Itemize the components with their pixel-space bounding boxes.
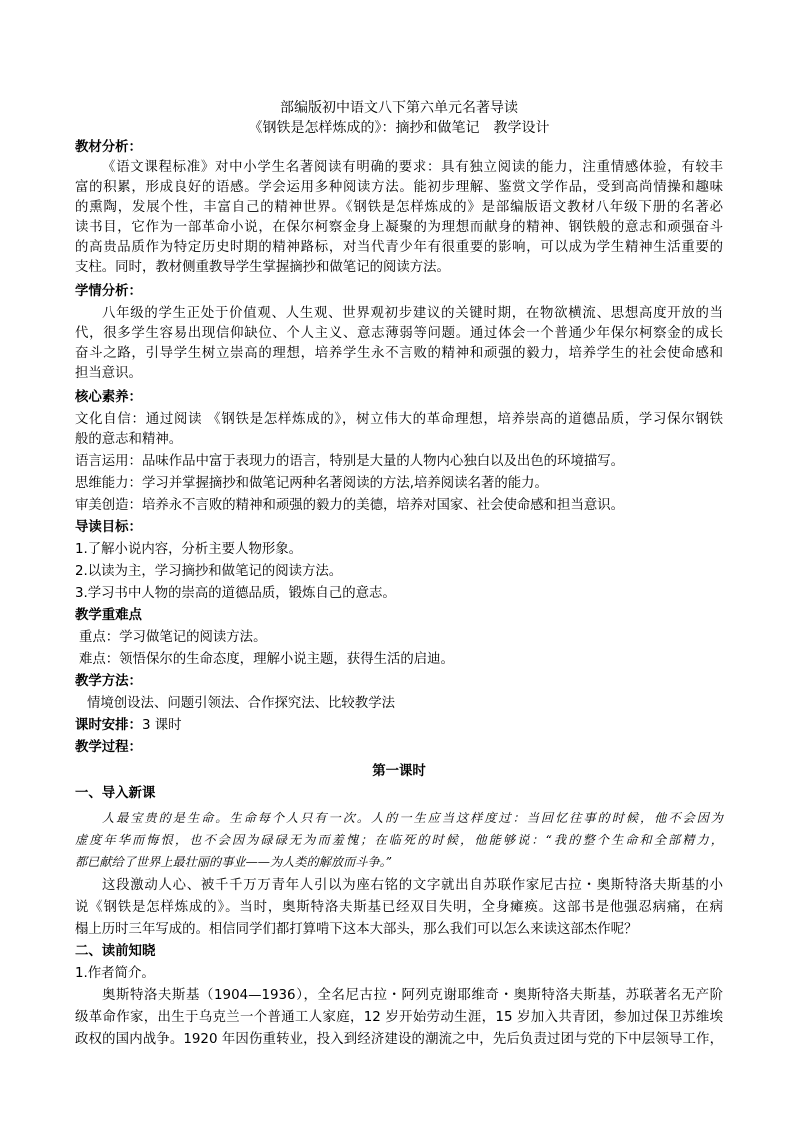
paragraph-line: 《语文课程标准》对中小学生名著阅读有明确的要求：具有独立阅读的能力，注重情感体验，有较丰 xyxy=(102,160,723,175)
paragraph-line: 情境创设法、问题引领法、合作探究法、比较教学法 xyxy=(87,696,395,711)
paragraph-line: 的高贵品质作为特定历史时期的精神路标，对当代青少年有很重要的影响，可以成为学生精神生活重要的 xyxy=(75,240,723,255)
lesson-section-heading: 二、读前知晓 xyxy=(75,944,156,959)
class-hours-value: 3 课时 xyxy=(141,718,182,733)
paragraph-line: 这段激动人心、被千千万万青年人引以为座右铭的文字就出自苏联作家尼古拉・奥斯特洛夫斯基的小 xyxy=(102,878,723,893)
paragraph-line: 担当意识。 xyxy=(75,366,142,381)
paragraph-line: 代，很多学生容易出现信仰缺位、个人主义、意志薄弱等问题。通过体会一个普通少年保尔柯察金的成长 xyxy=(75,326,723,341)
paragraph-line: 奋斗之路，引导学生树立崇高的理想，培养学生永不言败的精神和顽强的毅力，培养学生的社会使命感和 xyxy=(75,346,723,361)
quote-line: 虚度年华而悔恨，也不会因为碌碌无为而羞愧；在临死的时候，他能够说：“我的整个生命和全部精力， xyxy=(75,833,723,847)
section-heading-keypoints: 教学重难点 xyxy=(75,608,142,623)
lesson-section-heading: 一、导入新课 xyxy=(75,786,156,801)
section-heading-methods: 教学方法： xyxy=(75,674,142,689)
paragraph-line: 八年级的学生正处于价值观、人生观、世界观初步建议的关键时期，在物欲横流、思想高度开放的当 xyxy=(102,306,723,321)
paragraph-line: 审美创造：培养永不言败的精神和顽强的毅力的美德，培养对国家、社会使命感和担当意识。 xyxy=(75,498,625,513)
document-subtitle: 《钢铁是怎样炼成的》：摘抄和做笔记 教学设计 xyxy=(248,120,550,136)
paragraph-line: 难点：领悟保尔的生命态度，理解小说主题，获得生活的启迪。 xyxy=(79,652,454,667)
section-heading-students: 学情分析： xyxy=(75,284,142,299)
paragraph-line: 语言运用：品味作品中富于表现力的语言，特别是大量的人物内心独白以及出色的环境描写。 xyxy=(75,454,625,469)
paragraph-line: 般的意志和精神。 xyxy=(75,432,183,447)
list-item: 3.学习书中人物的崇高的道德品质，锻炼自己的意志。 xyxy=(75,586,396,601)
paragraph-line: 读书目，它作为一部革命小说，在保尔柯察金身上凝聚的为理想而献身的精神、钢铁般的意志和顽强奋斗 xyxy=(75,220,723,235)
document-title: 部编版初中语文八下第六单元名著导读 xyxy=(280,100,518,116)
paragraph-line: 文化自信：通过阅读 《钢铁是怎样炼成的》，树立伟大的革命理想，培养崇高的道德品质，学习保尔钢铁 xyxy=(75,412,723,427)
subsection-heading: 1.作者简介。 xyxy=(75,966,155,981)
paragraph-line: 思维能力：学习并掌握摘抄和做笔记两种名著阅读的方法,培养阅读名著的能力。 xyxy=(75,476,548,491)
section-heading-goals: 导读目标： xyxy=(75,520,142,535)
paragraph-line: 的熏陶，发展个性，丰富自己的精神世界。《钢铁是怎样炼成的》是部编版语文教材八年级下册的名著必 xyxy=(75,200,723,215)
paragraph-line: 榻上历时三年写成的。相信同学们都打算啃下这本大部头，那么我们可以怎么来读这部杰作呢？ xyxy=(75,922,638,937)
list-item: 1.了解小说内容，分析主要人物形象。 xyxy=(75,542,303,557)
section-heading-core: 核心素养： xyxy=(75,390,142,405)
paragraph-line: 说《钢铁是怎样炼成的》。当时，奥斯特洛夫斯基已经双目失明，全身瘫痪。这部书是他强忍病痛，在病 xyxy=(75,900,723,915)
quote-line: 都已献给了世界上最壮丽的事业——为人类的解放而斗争。” xyxy=(75,855,393,869)
quote-line: 人最宝贵的是生命。生命每个人只有一次。人的一生应当这样度过：当回忆往事的时候，他不会因为 xyxy=(102,811,723,825)
lesson-heading: 第一课时 xyxy=(372,764,426,779)
paragraph-line: 重点：学习做笔记的阅读方法。 xyxy=(79,630,267,645)
class-hours-label: 课时安排： xyxy=(75,718,142,733)
section-heading-material: 教材分析： xyxy=(75,140,142,155)
section-heading-process: 教学过程： xyxy=(75,740,142,755)
paragraph-line: 奥斯特洛夫斯基（1904—1936），全名尼古拉・阿列克谢耶维奇・奥斯特洛夫斯基，苏联著名无产阶 xyxy=(102,988,723,1003)
paragraph-line: 支柱。同时，教材侧重教导学生掌握摘抄和做笔记的阅读方法。 xyxy=(75,260,450,275)
class-hours xyxy=(75,716,182,736)
paragraph-line: 级革命作家，出生于乌克兰一个普通工人家庭，12 岁开始劳动生涯，15 岁加入共青团，参加过保卫苏维埃 xyxy=(75,1010,723,1025)
paragraph-line: 政权的国内战争。1920 年因伤重转业，投入到经济建设的潮流之中，先后负责过团与党的下中层领导工作， xyxy=(75,1032,723,1047)
paragraph-line: 富的积累，形成良好的语感。学会运用多种阅读方法。能初步理解、鉴赏文学作品，受到高尚情操和趣味 xyxy=(75,180,723,195)
list-item: 2.以读为主，学习摘抄和做笔记的阅读方法。 xyxy=(75,564,343,579)
